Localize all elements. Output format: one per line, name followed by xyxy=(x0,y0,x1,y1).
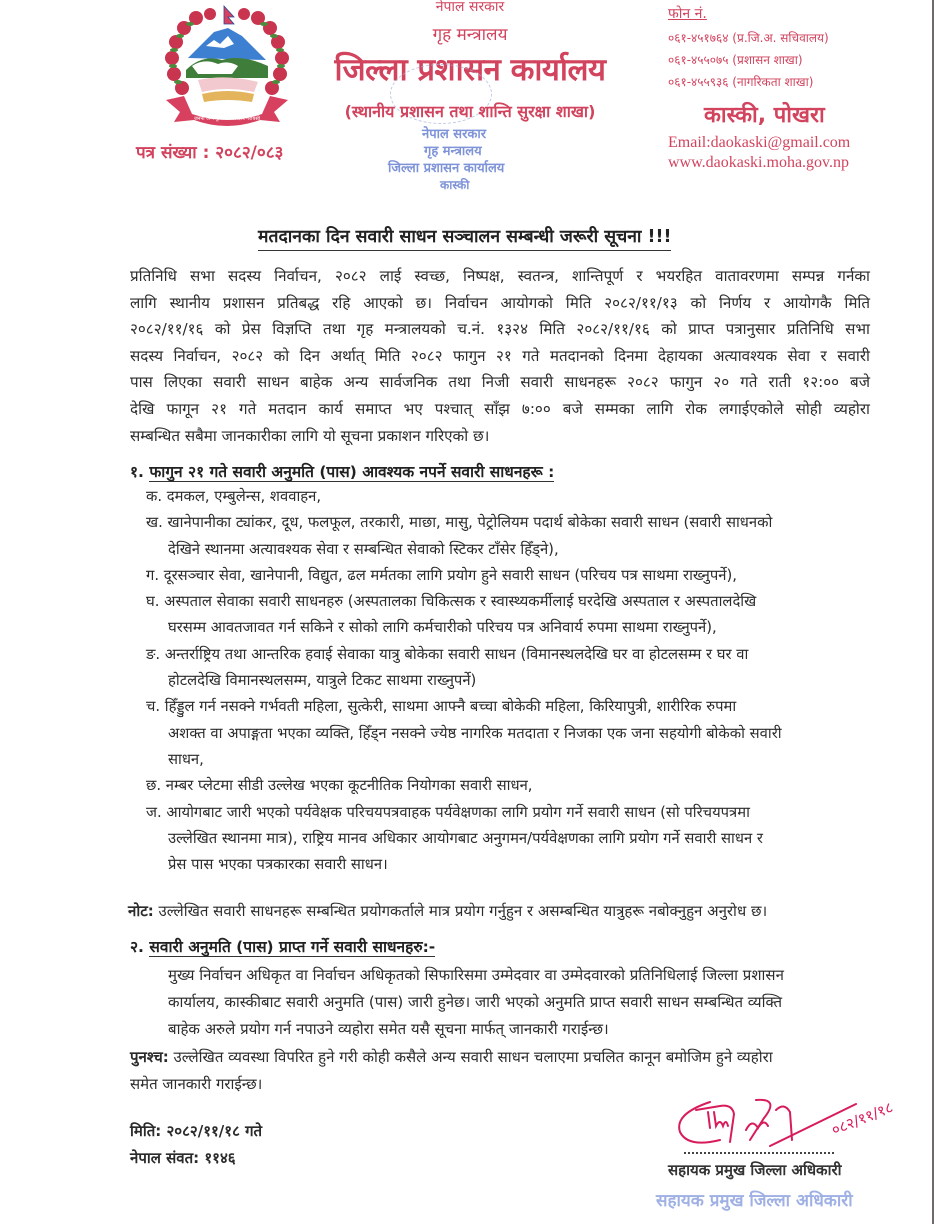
date-block xyxy=(130,1118,262,1172)
ps-label: पुनश्च: xyxy=(130,1048,169,1066)
list-item-line: साधन, xyxy=(168,750,204,768)
list-item-line: प्रेस पास भएका पत्रकारका सवारी साधन। xyxy=(168,856,388,874)
list-item-line: ङ. अन्तर्राष्ट्रिय तथा आन्तरिक हवाई सेवाका यात्रु बोकेका सवारी साधन (विमानस्थलदेखि घर वा होटलसम्म र घर वा xyxy=(146,645,749,663)
phone-secretariat: ०६१-४५१७६४ (प्र.जि.अ. सचिवालय) xyxy=(668,31,829,45)
note-text: उल्लेखित सवारी साधनहरू सम्बन्धित प्रयोगकर्ताले मात्र प्रयोग गर्नुहुन र असम्बन्धित यात्रुहरू नबोक्नुहुन अनुरोध छ। xyxy=(153,902,768,920)
intro-line: लागि स्थानीय प्रशासन प्रतिबद्ध रहि आएको छ। निर्वाचन आयोगको मिति २०८२/११/१३ को निर्णय र आयोगकै मिति xyxy=(130,293,870,312)
list-item-line: क. दमकल, एम्बुलेन्स, शववाहन, xyxy=(146,488,322,505)
reference-number: पत्र संख्या : २०८२/०८३ xyxy=(136,143,284,163)
intro-line: प्रतिनिधि सभा सदस्य निर्वाचन, २०८२ लाई स्वच्छ, निष्पक्ष, स्वतन्त्र, शान्तिपूर्ण र भयरहित वातावरणमा सम्पन्न गर्नका xyxy=(130,267,870,285)
section-2-line: कार्यालय, कास्कीबाट सवारी अनुमति (पास) जारी हुनेछ। जारी भएको अनुमति प्राप्त सवारी साधन सम्बन्धित व्यक्ति xyxy=(168,993,783,1011)
signature-line xyxy=(684,1152,834,1154)
nepal-emblem-icon xyxy=(162,4,292,132)
issue-date: मिति: २०८२/११/१८ गते xyxy=(130,1122,263,1140)
list-item-line: घरसम्म आवतजावत गर्न सकिने र सोको लागि कर्मचारीको परिचय पत्र अनिवार्य रुपमा साथमा राख्नुपर्ने), xyxy=(168,619,717,637)
note-label: नोट: xyxy=(128,902,154,920)
website-url[interactable]: www.daokaski.moha.gov.np xyxy=(668,154,850,171)
nepal-sambat: नेपाल संवत: ११४६ xyxy=(130,1149,236,1167)
intro-line: सम्बन्धित सबैमा जानकारीका लागि यो सूचना प्रकाशन गरिएको छ। xyxy=(130,426,490,445)
notice-title: मतदानका दिन सवारी साधन सञ्चालन सम्बन्धी जरूरी सूचना !!! xyxy=(258,224,671,251)
ministry-name: गृह मन्त्रालय xyxy=(432,25,508,45)
list-item-line: उल्लेखित स्थानमा मात्र), राष्ट्रिय मानव अधिकार आयोगबाट अनुगमन/पर्यवेक्षणका लागि प्रयोग गर्ने सवारी साधन र xyxy=(168,829,763,847)
office-stamp xyxy=(380,126,560,194)
list-item-line: छ. नम्बर प्लेटमा सीडी उल्लेख भएका कूटनीतिक नियोगका सवारी साधन, xyxy=(146,777,533,795)
list-item-line: ख. खानेपानीका ट्यांकर, दूध, फलफूल, तरकारी, माछा, मासु, पेट्रोलियम पदार्थ बोकेका सवारी साधन (सवारी साधनको xyxy=(146,514,773,532)
section-1-list xyxy=(146,484,870,878)
section-1-number: १. xyxy=(130,463,144,481)
phone-citizenship: ०६१-४५५९३६ (नागरिकता शाखा) xyxy=(668,75,814,89)
section-1-title: फागुन २१ गते सवारी अनुमति (पास) आवश्यक नपर्ने सवारी साधनहरू : xyxy=(149,463,555,481)
stamp-line-2: गृह मन्त्रालय xyxy=(424,144,482,159)
intro-line: २०८२/११/१६ को प्रेस विज्ञप्ति तथा गृह मन्त्रालयको च.नं. १३२४ मिति २०८२/११/१६ को प्राप्त पत्रानुसार प्रतिनिधि सभा xyxy=(130,320,870,339)
email-address[interactable]: Email:daokaski@gmail.com xyxy=(668,134,851,151)
stamp-line-1: नेपाल सरकार xyxy=(422,127,487,142)
list-item xyxy=(146,694,870,773)
ps-line: समेत जानकारी गराईन्छ। xyxy=(130,1075,263,1093)
intro-line: पास लिएका सवारी साधन बाहेक अन्य सार्वजनिक तथा निजी सवारी साधनहरू २०८२ फागुन २० गते राती १२:०० बजे xyxy=(130,373,870,392)
section-2-title: सवारी अनुमति (पास) प्राप्त गर्ने सवारी साधनहरु:- xyxy=(149,938,436,956)
list-item-line: ग. दूरसञ्चार सेवा, खानेपानी, विद्युत, ढल मर्मतका लागि प्रयोग हुने सवारी साधन (परिचय पत्र साथमा राख्नुपर्ने), xyxy=(146,566,737,584)
page-edge-line xyxy=(932,0,934,1224)
intro-line: सदस्य निर्वाचन, २०८२ को दिन अर्थात् मिति २०८२ फागुन २१ गते मतदानको दिनमा देहायका अत्यावश्यक सेवा र सवारी xyxy=(130,346,870,365)
ps-line: उल्लेखित व्यवस्था विपरित हुने गरी कोही कसैले अन्य सवारी साधन चलाएमा प्रचलित कानून बमोजिम हुने व्यहोरा xyxy=(168,1048,773,1066)
list-item xyxy=(146,800,870,879)
section-2-body xyxy=(168,962,870,1043)
stamp-line-3: जिल्ला प्रशासन कार्यालय xyxy=(388,161,505,176)
list-item-line: होटलदेखि विमानस्थलसम्म, यात्रुले टिकट साथमा राख्नुपर्ने) xyxy=(168,672,477,690)
list-item xyxy=(146,773,870,799)
emblem-motto: जननी जन्मभूमिश्च स्वर्गादपि गरीयसी xyxy=(193,116,261,122)
list-item xyxy=(146,563,870,589)
list-item xyxy=(146,510,870,563)
list-item xyxy=(146,642,870,695)
list-item xyxy=(146,484,870,510)
list-item-line: देखिने स्थानमा अत्यावश्यक सेवा र सम्बन्धित सेवाको स्टिकर टाँसेर हिँड्ने), xyxy=(168,540,559,558)
section-2-heading xyxy=(130,935,435,957)
section-2-line: मुख्य निर्वाचन अधिकृत वा निर्वाचन अधिकृतको सिफारिसमा उम्मेदवार वा उम्मेदवारको प्रतिनिधिलाई जिल्ला प्रशासन xyxy=(168,966,784,984)
office-location: कास्की, पोखरा xyxy=(704,103,825,128)
signatory-title: सहायक प्रमुख जिल्ला अधिकारी xyxy=(668,1161,842,1179)
list-item-line: ज. आयोगबाट जारी भएको पर्यवेक्षक परिचयपत्रवाहक पर्यवेक्षणका लागि प्रयोग गर्ने सवारी साधन (सो परिचयपत्रमा xyxy=(146,803,750,821)
intro-line: देखि फागून २१ गते मतदान कार्य समाप्त भए पश्चात् साँझ ७:०० बजे सम्मका लागि रोक लगाईएकोले सोही व्यहोरा xyxy=(130,399,870,418)
section-1-heading xyxy=(130,460,554,482)
contact-block xyxy=(668,4,850,173)
signatory-stamp: सहायक प्रमुख जिल्ला अधिकारी xyxy=(656,1191,853,1211)
list-item-line: अशक्त वा अपाङ्गता भएका व्यक्ति, हिँड्न नसक्ने ज्येष्ठ नागरिक मतदाता र निजका एक जना सहयोगी बोकेको सवारी xyxy=(168,724,782,742)
intro-paragraph xyxy=(130,263,870,449)
office-name: जिल्ला प्रशासन कार्यालय xyxy=(334,52,606,88)
section-2-number: २. xyxy=(130,938,144,956)
postscript xyxy=(130,1044,870,1098)
list-item-line: घ. अस्पताल सेवाका सवारी साधनहरु (अस्पतालका चिकित्सक र स्वास्थ्यकर्मीलाई घरदेखि अस्पताल र अस्पतालदेखि xyxy=(146,593,757,611)
branch-name: (स्थानीय प्रशासन तथा शान्ति सुरक्षा शाखा) xyxy=(344,102,596,121)
list-item xyxy=(146,589,870,642)
phone-heading: फोन नं. xyxy=(668,6,707,22)
signature-date: ०८२/११/१८ xyxy=(828,1098,896,1140)
list-item-line: च. हिँड्डुल गर्न नसक्ने गर्भवती महिला, सुत्केरी, साथमा आफ्नै बच्चा बोकेकी महिला, किरियापुत्री, शारीरिक रुपमा xyxy=(146,698,737,716)
phone-administration: ०६१-४५५०७५ (प्रशासन शाखा) xyxy=(668,53,803,67)
section-2-line: बाहेक अरुले प्रयोग गर्न नपाउने व्यहोरा समेत यसै सूचना मार्फत् जानकारी गराईन्छ। xyxy=(168,1020,609,1038)
note-line xyxy=(128,901,767,921)
stamp-line-4: कास्की xyxy=(440,178,470,192)
government-name: नेपाल सरकार xyxy=(435,0,505,15)
